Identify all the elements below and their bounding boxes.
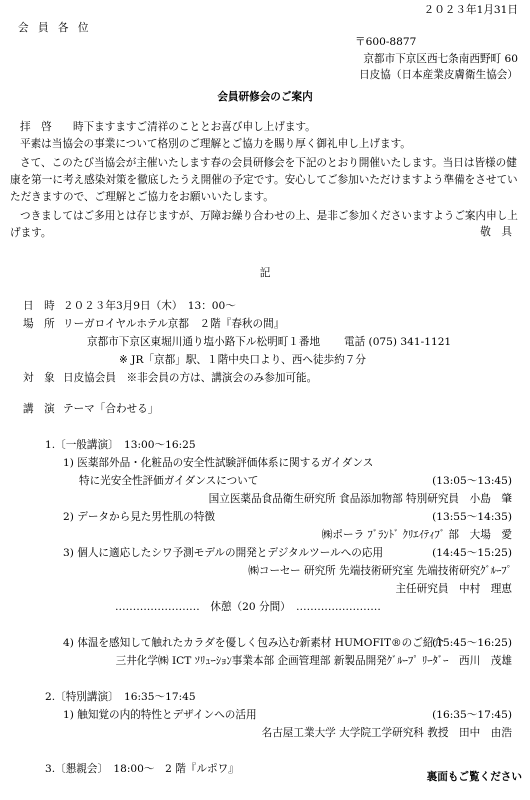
place-access: ※ JR「京都」駅、１階中央口より、西へ徒歩約７分 xyxy=(119,354,366,366)
sender-organization: 日皮協（日本産業皮膚衛生協会） xyxy=(359,69,518,81)
lecture-3-speaker: ㈱コーセー 研究所 先端技術研究室 先端技術研究ｸﾞﾙｰﾌﾟ xyxy=(248,565,512,577)
target-label: 対 象 xyxy=(23,372,55,384)
section-3-heading: 3.〔懇親会〕 18:00～ 2 階『ルポワ』 xyxy=(45,763,239,775)
lecture-2-title: 2) データから見た男性肌の特徴 xyxy=(63,511,215,523)
target-value: 日皮協会員 ※非会員の方は、講演会のみ参加可能。 xyxy=(63,372,318,384)
lecture-theme: テーマ「合わせる」 xyxy=(63,403,159,415)
ki-heading: 記 xyxy=(259,267,271,279)
lecture-4-time: (15:45～16:25) xyxy=(432,637,512,649)
paragraph-2: さて、このたび当協会が主催いたします春の会員研修会を下記のとおり開催いたします。当日は皆様の健康を第一に考え感染対策を徹底したうえ開催の予定です。安心してご参加いただけますよう準備をさせていただきますので、ご理解とご協力をお願いいたします。 xyxy=(10,157,518,204)
special-lecture-title: 1) 触知覚の内的特性とデザインへの活用 xyxy=(63,709,257,721)
lecture-1-time: (13:05～13:45) xyxy=(432,475,512,487)
addressee: 会 員 各 位 xyxy=(18,22,92,34)
page-title: 会員研修会のご案内 xyxy=(217,91,313,103)
section-1-heading: 1.〔一般講演〕 13:00～16:25 xyxy=(45,439,196,451)
date-value: ２０２３年3月9日（木） 13：00～ xyxy=(63,300,236,312)
special-lecture-time: (16:35～17:45) xyxy=(432,709,512,721)
postal-code: 〒600-8877 xyxy=(355,36,417,48)
lecture-1-title: 1) 医薬部外品・化粧品の安全性試験評価体系に関するガイダンス xyxy=(63,457,374,469)
lecture-2-speaker: ㈱ポーラ ﾌﾞﾗﾝﾄﾞ ｸﾘｴｲﾃｨﾌﾞ 部 大場 愛 xyxy=(321,529,512,541)
place-value: リーガロイヤルホテル京都 ２階『春秋の間』 xyxy=(63,318,285,330)
place-address: 京都市下京区東堀川通り塩小路下ル松明町１番地 xyxy=(87,336,321,348)
sender-address: 京都市下京区西七条南西野町 60 xyxy=(363,53,518,65)
lecture-3-time: (14:45～15:25) xyxy=(432,547,512,559)
section-2-heading: 2.〔特別講演〕 16:35～17:45 xyxy=(45,691,196,703)
lecture-3-title: 3) 個人に適応したシワ予測モデルの開発とデジタルツールへの応用 xyxy=(63,547,384,559)
footer-note: 裏面もご覧ください xyxy=(426,771,522,783)
paragraph-3: つきましてはご多用とは存じますが、万障お繰り合わせの上、是非ご参加くださいますようご案内申し上げます。 xyxy=(10,210,518,240)
date-label: 日 時 xyxy=(23,300,55,312)
lecture-4-speaker: 三井化学㈱ ICT ｿﾘｭｰｼｮﾝ事業本部 企画管理部 新製品開発ｸﾞﾙｰﾌﾟ ﾘｰﾀﾞｰ 西川 茂雄 xyxy=(115,655,512,667)
lecture-2-time: (13:55～14:35) xyxy=(432,511,512,523)
closing: 敬 具 xyxy=(480,226,512,238)
lecture-3-speaker-title: 主任研究員 中村 理恵 xyxy=(395,583,512,595)
special-lecture-speaker: 名古屋工業大学 大学院工学研究科 教授 田中 由浩 xyxy=(261,727,512,739)
paragraph-1: 平素は当協会の事業について格別のご理解とご協力を賜り厚く御礼申し上げます。 xyxy=(20,138,411,150)
place-label: 場 所 xyxy=(23,318,55,330)
lecture-1-subtitle: 特に光安全性評価ガイダンスについて xyxy=(79,475,259,487)
lecture-1-speaker: 国立医薬品食品衛生研究所 食品添加物部 特別研究員 小島 肇 xyxy=(208,493,512,505)
break-notice: …………………… 休憩（20 分間） …………………… xyxy=(115,601,381,613)
lecture-4-title: 4) 体温を感知して触れたカラダを優しく包み込む新素材 HUMOFIT®のご紹介 xyxy=(63,637,445,649)
place-tel: 電話 (075) 341-1121 xyxy=(344,336,452,348)
greeting: 拝 啓 時下ますますご清祥のこととお喜び申し上げます。 xyxy=(20,121,316,133)
lecture-label: 講 演 xyxy=(23,403,55,415)
document-date: ２０２３年1月31日 xyxy=(423,4,518,16)
